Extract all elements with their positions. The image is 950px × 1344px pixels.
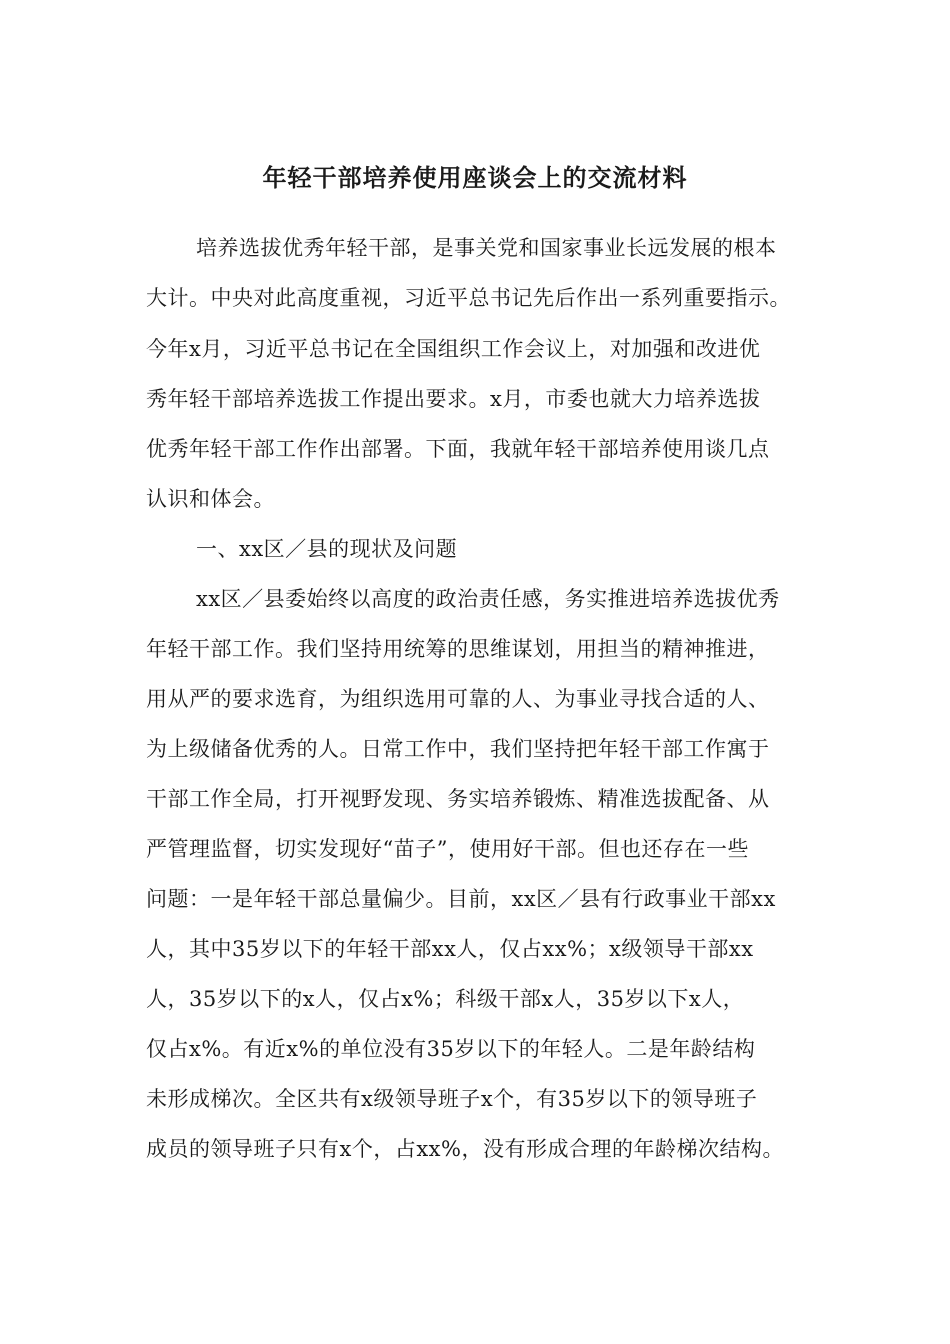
paragraph-line: 用从严的要求选育，为组织选用可靠的人、为事业寻找合适的人、 [146,687,770,711]
paragraph-line: 严管理监督，切实发现好“苗子”，使用好干部。但也还存在一些 [146,837,749,861]
paragraph-line: 培养选拔优秀年轻干部，是事关党和国家事业长远发展的根本 [196,236,777,260]
paragraph-line: 人，35岁以下的x人，仅占x%；科级干部x人，35岁以下x人， [146,987,745,1011]
paragraph-line: 年轻干部工作。我们坚持用统筹的思维谋划，用担当的精神推进， [146,637,770,661]
paragraph-line: 仅占x%。有近x%的单位没有35岁以下的年轻人。二是年龄结构 [146,1037,756,1061]
paragraph-line: 为上级储备优秀的人。日常工作中，我们坚持把年轻干部工作寓于 [146,737,770,761]
paragraph-line: 未形成梯次。全区共有x级领导班子x个，有35岁以下的领导班子 [146,1087,758,1111]
paragraph-line: 干部工作全局，打开视野发现、务实培养锻炼、精准选拔配备、从 [146,787,770,811]
paragraph-line: 秀年轻干部培养选拔工作提出要求。x月，市委也就大力培养选拔 [146,387,761,411]
paragraph-line: 成员的领导班子只有x个，占xx%，没有形成合理的年龄梯次结构。 [146,1137,784,1161]
paragraph-line: 认识和体会。 [146,487,275,511]
paragraph-line: 人，其中35岁以下的年轻干部xx人，仅占xx%；x级领导干部xx [146,937,754,961]
paragraph-line: 问题：一是年轻干部总量偏少。目前，xx区／县有行政事业干部xx [146,887,776,911]
paragraph-line: xx区／县委始终以高度的政治责任感，务实推进培养选拔优秀 [196,587,780,611]
document-title: 年轻干部培养使用座谈会上的交流材料 [262,164,688,192]
paragraph-line: 优秀年轻干部工作作出部署。下面，我就年轻干部培养使用谈几点 [146,437,770,461]
section-heading: 一、xx区／县的现状及问题 [196,537,458,561]
paragraph-line: 大计。中央对此高度重视，习近平总书记先后作出一系列重要指示。 [146,286,791,310]
paragraph-line: 今年x月，习近平总书记在全国组织工作会议上，对加强和改进优 [146,337,761,361]
